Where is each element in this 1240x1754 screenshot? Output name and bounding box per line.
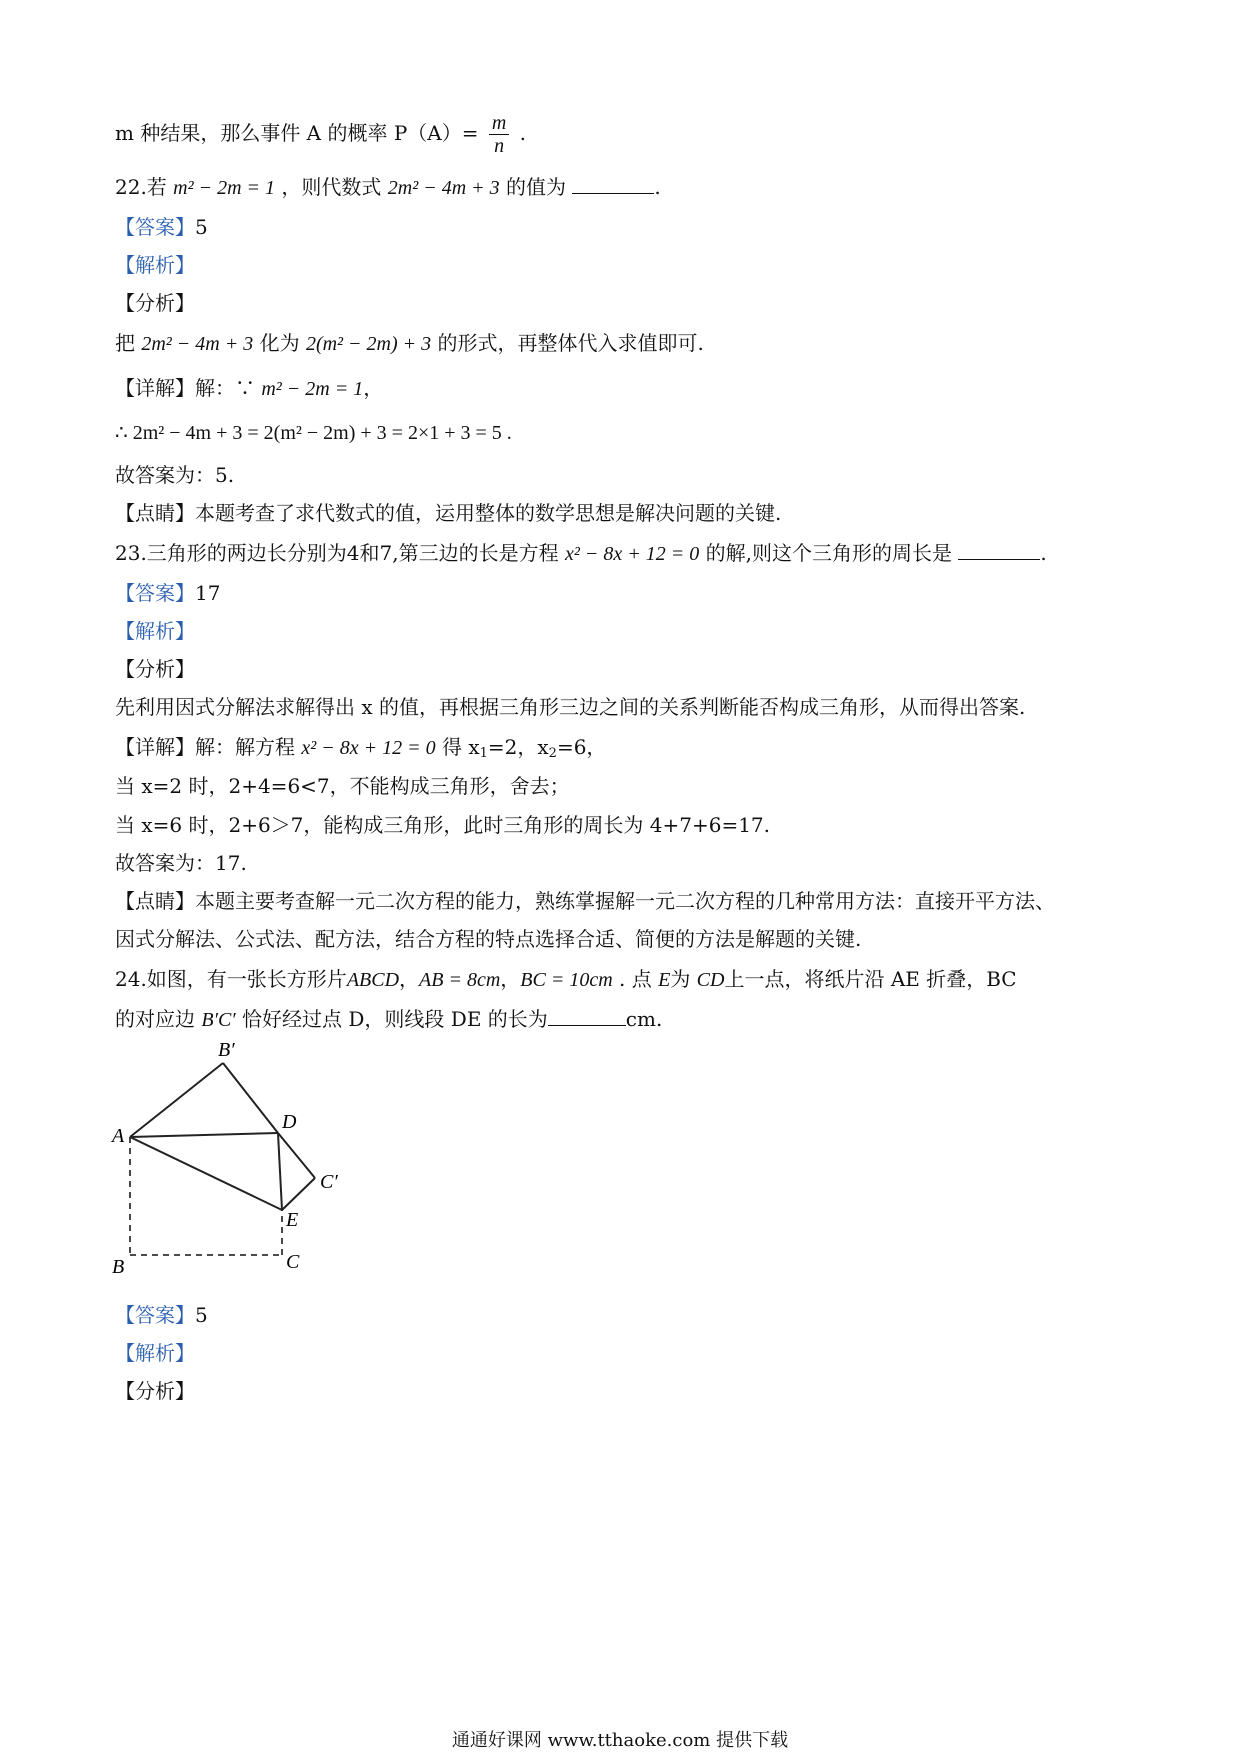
intro-line: m 种结果，那么事件 A 的概率 P（A）= $\frac{m}{n}$ . [115, 112, 527, 157]
label-B-prime: B′ [218, 1039, 235, 1061]
q24-jiexi-tag: 【解析】 [115, 1341, 195, 1365]
q23-xiangjie: 【详解】解：解方程 x² − 8x + 12 = 0 得 $x_1=2$，$x_2=6$， [115, 735, 607, 761]
segment-AD [130, 1133, 278, 1137]
segment-DC-prime [278, 1133, 315, 1178]
answer-blank [958, 541, 1040, 560]
q23-fenxi-tag: 【分析】 [115, 657, 195, 681]
q23-guda: 故答案为：17. [115, 851, 247, 875]
segment-B-prime-D [223, 1063, 278, 1133]
q23-fenxi: 先利用因式分解法求解得出 x 的值，再根据三角形三边之间的关系判断能否构成三角形，从而得出答案. [115, 695, 1026, 719]
label-C-prime: C′ [320, 1171, 338, 1193]
answer-blank [572, 175, 654, 194]
q24-answer: 【答案】5 [115, 1303, 208, 1327]
label-B: B [112, 1256, 125, 1278]
q23-case1: 当 x=2 时，2+4=6<7，不能构成三角形，舍去； [115, 774, 570, 798]
q22-therefore: ∴ 2m² − 4m + 3 = 2(m² − 2m) + 3 = 2×1 + 3 = 5 . [115, 422, 512, 444]
q23-stem: 23.三角形的两边长分别为4和7,第三边的长是方程 x² − 8x + 12 = 0 的解,则这个三角形的周长是 . [115, 541, 1047, 565]
label-D: D [282, 1111, 297, 1133]
q22-jiexi-tag: 【解析】 [115, 253, 195, 277]
label-E: E [286, 1209, 299, 1231]
q23-dianjing-1: 【点睛】本题主要考查解一元二次方程的能力，熟练掌握解一元二次方程的几种常用方法：直接开平方法、 [115, 889, 1055, 913]
q22-xiangjie: 【详解】解：∵ m² − 2m = 1， [115, 376, 384, 400]
folding-rectangle-figure [110, 1030, 370, 1290]
q23-case2: 当 x=6 时，2+6＞7，能构成三角形，此时三角形的周长为 4+7+6=17. [115, 813, 771, 837]
page-footer: 通通好课网 www.tthaoke.com 提供下载 [451, 1730, 789, 1751]
q24-fenxi-tag: 【分析】 [115, 1379, 195, 1403]
segment-DE [278, 1133, 282, 1210]
q22-fenxi: 把 2m² − 4m + 3 化为 2(m² − 2m) + 3 的形式，再整体代入求值即可. [115, 331, 704, 355]
q24-stem-2: 的对应边 B′C′ 恰好经过点 D，则线段 DE 的长为 cm. [115, 1007, 663, 1031]
probability-fraction: $\frac{m}{n}$ [489, 112, 509, 157]
segment-AE [130, 1137, 282, 1210]
q22-guda: 故答案为：5. [115, 463, 235, 487]
q22-stem: 22.若 m² − 2m = 1 ，则代数式 2m² − 4m + 3 的值为 . [115, 175, 661, 199]
q22-answer: 【答案】5 [115, 215, 208, 239]
segment-AB-prime [130, 1063, 223, 1137]
label-A: A [112, 1125, 125, 1147]
label-C: C [286, 1251, 300, 1273]
q23-answer: 【答案】17 [115, 581, 221, 605]
q22-dianjing: 【点睛】本题考查了求代数式的值，运用整体的数学思想是解决问题的关键. [115, 501, 782, 525]
q23-dianjing-2: 因式分解法、公式法、配方法，结合方程的特点选择合适、简便的方法是解题的关键. [115, 927, 862, 951]
q22-fenxi-tag: 【分析】 [115, 291, 195, 315]
q23-jiexi-tag: 【解析】 [115, 619, 195, 643]
q24-stem-1: 24.如图，有一张长方形片ABCD，AB = 8cm，BC = 10cm . 点 E为 CD上一点，将纸片沿 AE 折叠，BC [115, 967, 1017, 991]
answer-blank [548, 1007, 626, 1026]
segment-EC-prime [282, 1178, 315, 1210]
